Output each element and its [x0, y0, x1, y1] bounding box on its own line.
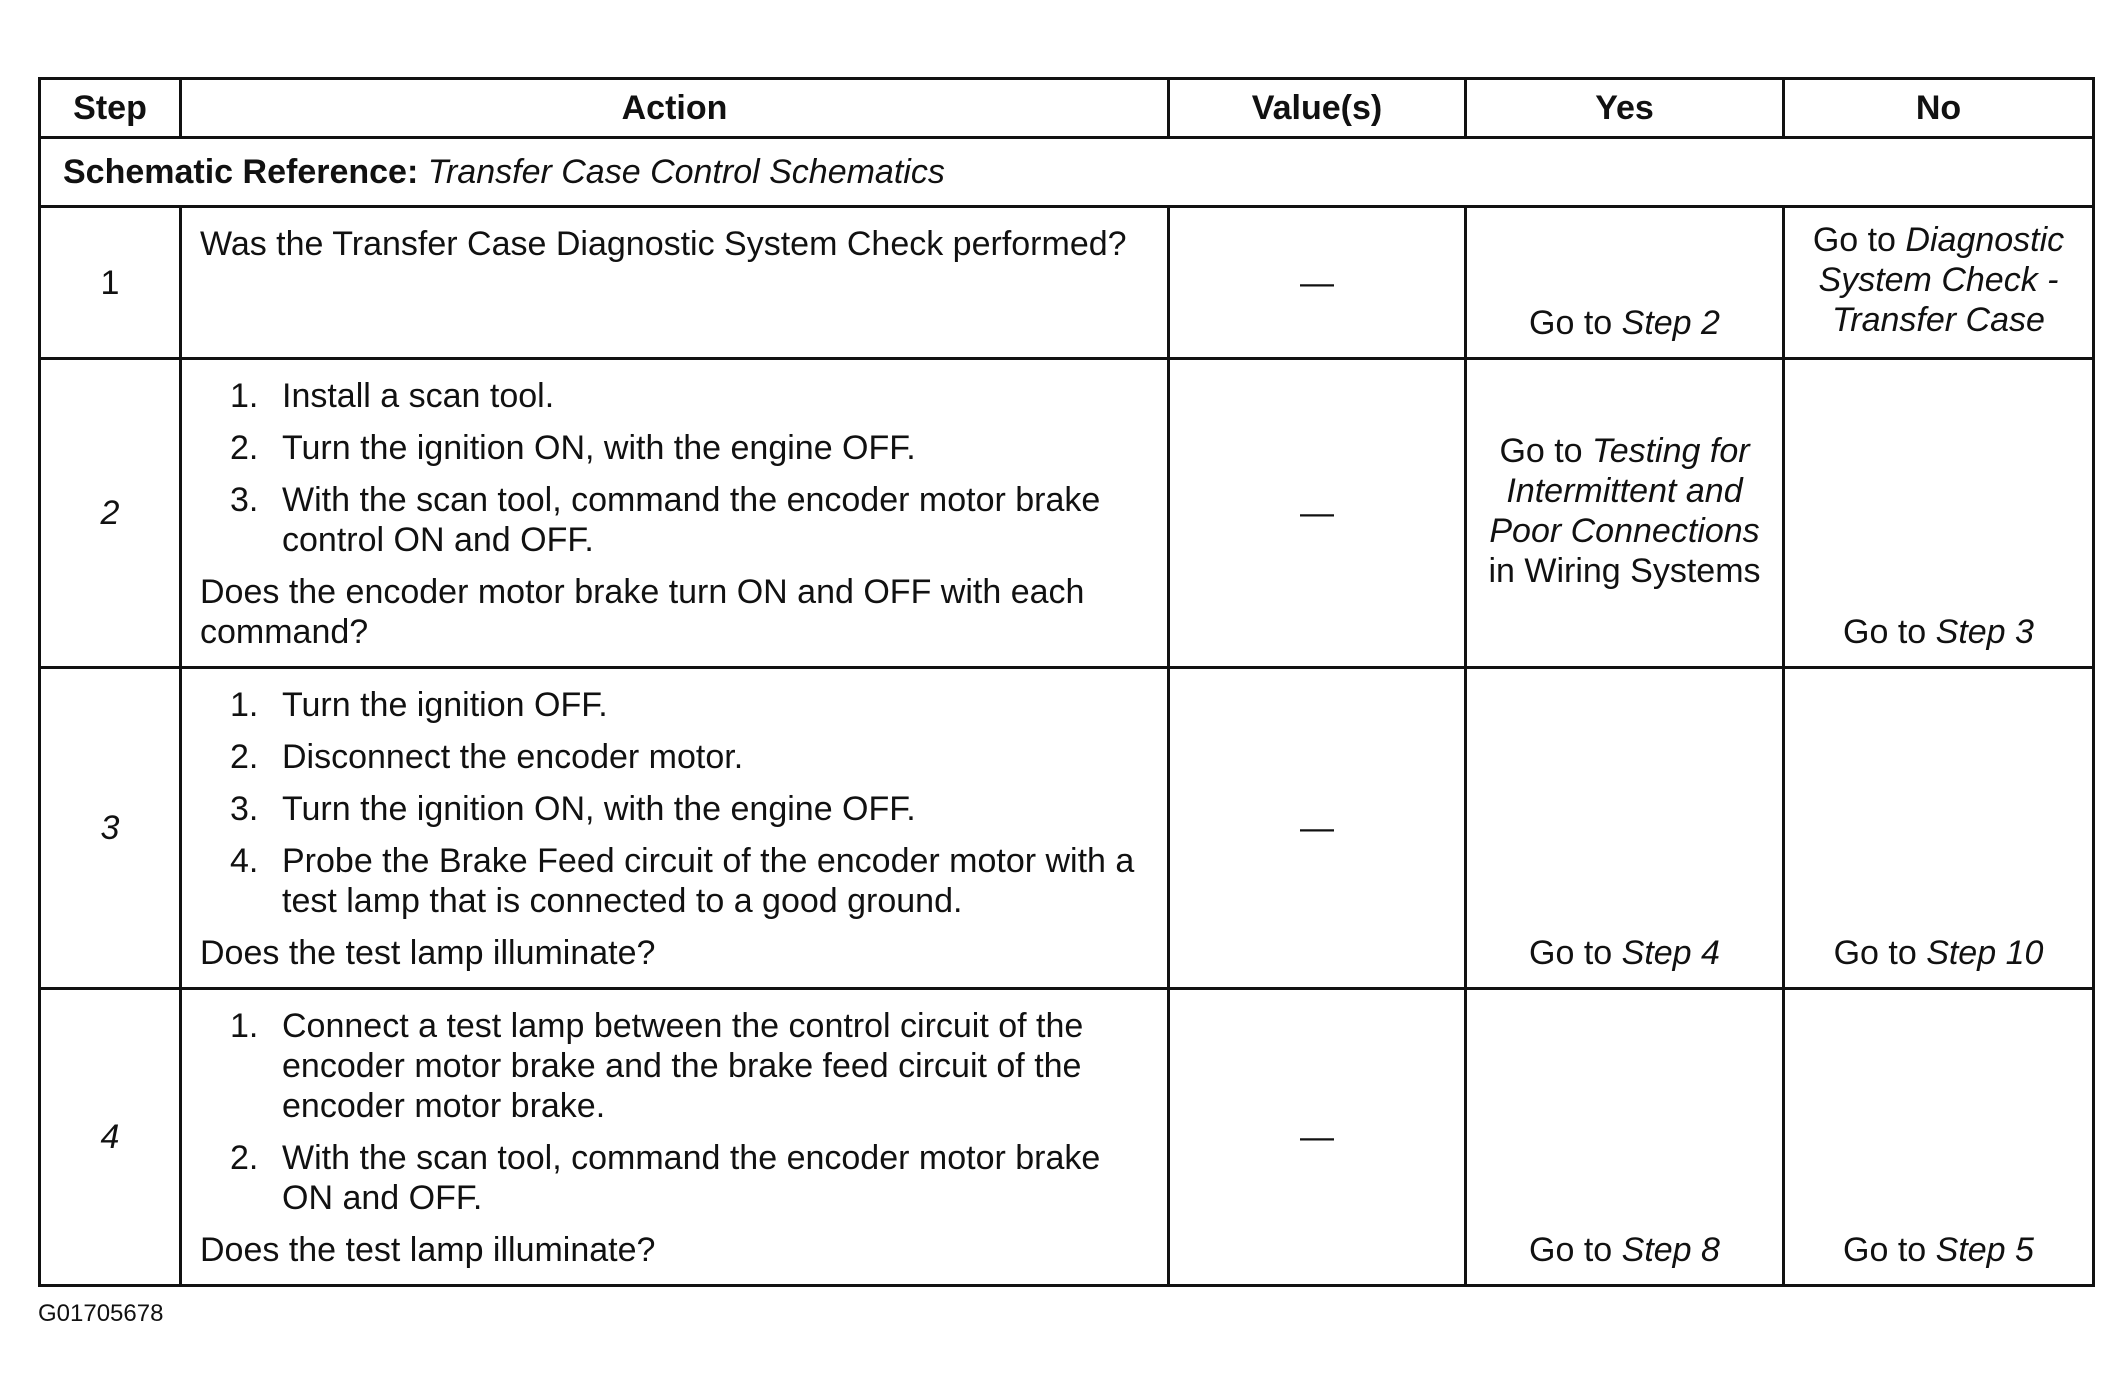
- table-row: [40, 359, 2094, 668]
- substep-list: [200, 1006, 1149, 1218]
- header-row: [40, 79, 2094, 138]
- yes-link[interactable]: Step 2: [1621, 304, 1720, 342]
- value-cell: —: [1169, 989, 1466, 1286]
- yes-cell: Go to Step 8: [1466, 989, 1784, 1286]
- yes-link[interactable]: Step 4: [1621, 934, 1720, 972]
- step-number: 4: [40, 989, 181, 1286]
- substep: 1. Turn the ignition OFF.: [230, 686, 608, 724]
- substep: 2. With the scan tool, command the encoder motor brake ON and OFF.: [230, 1139, 1101, 1217]
- table-row: [40, 668, 2094, 989]
- action-cell: [181, 989, 1169, 1286]
- substep-list: [200, 685, 1149, 921]
- diagnostic-table: [38, 77, 2095, 1287]
- yes-cell: Go to Testing for Intermittent and Poor Connections in Wiring Systems: [1466, 359, 1784, 668]
- step-number: 1: [40, 207, 181, 359]
- header-action: Action: [181, 79, 1169, 138]
- header-values: Value(s): [1169, 79, 1466, 138]
- no-cell: Go to Step 3: [1784, 359, 2094, 668]
- schematic-reference-row: [40, 138, 2094, 207]
- no-link[interactable]: Step 10: [1926, 934, 2044, 972]
- header-no: No: [1784, 79, 2094, 138]
- header-step: Step: [40, 79, 181, 138]
- step-number: 3: [40, 668, 181, 989]
- step-number: 2: [40, 359, 181, 668]
- substep: 2. Disconnect the encoder motor.: [230, 738, 744, 776]
- substep: 2. Turn the ignition ON, with the engine OFF.: [230, 429, 916, 467]
- yes-link[interactable]: Testing for Intermittent and Poor Connections: [1489, 432, 1760, 550]
- substep: 4. Probe the Brake Feed circuit of the encoder motor with a test lamp that is connected to a good ground.: [230, 842, 1135, 920]
- yes-cell: Go to Step 4: [1466, 668, 1784, 989]
- schematic-reference-link[interactable]: Transfer Case Control Schematics: [427, 153, 945, 191]
- no-link[interactable]: Step 5: [1935, 1231, 2034, 1269]
- header-yes: Yes: [1466, 79, 1784, 138]
- schematic-reference: [40, 138, 2094, 207]
- no-cell: Go to Step 10: [1784, 668, 2094, 989]
- action-cell: [181, 359, 1169, 668]
- schematic-reference-label: Schematic Reference:: [63, 153, 419, 191]
- substep: 3. Turn the ignition ON, with the engine OFF.: [230, 790, 916, 828]
- no-cell: Go to Diagnostic System Check - Transfer Case: [1784, 207, 2094, 359]
- value-cell: —: [1169, 668, 1466, 989]
- no-cell: Go to Step 5: [1784, 989, 2094, 1286]
- yes-cell: Go to Step 2: [1466, 207, 1784, 359]
- action-question: Does the test lamp illuminate?: [200, 1231, 656, 1269]
- table-row: [40, 207, 2094, 359]
- value-cell: —: [1169, 359, 1466, 668]
- no-link[interactable]: Step 3: [1935, 613, 2034, 651]
- table-row: [40, 989, 2094, 1286]
- action-question: Does the encoder motor brake turn ON and OFF with each command?: [200, 573, 1085, 651]
- action-question: Does the test lamp illuminate?: [200, 934, 656, 972]
- substep: 1. Connect a test lamp between the control circuit of the encoder motor brake and the brake feed circuit of the encoder motor brake.: [230, 1007, 1084, 1125]
- value-cell: —: [1169, 207, 1466, 359]
- figure-id: G01705678: [38, 1300, 164, 1327]
- substep: 3. With the scan tool, command the encoder motor brake control ON and OFF.: [230, 481, 1101, 559]
- substep: 1. Install a scan tool.: [230, 377, 555, 415]
- substep-list: [200, 376, 1149, 560]
- yes-link[interactable]: Step 8: [1621, 1231, 1720, 1269]
- action-cell: [181, 207, 1169, 359]
- action-cell: [181, 668, 1169, 989]
- no-link[interactable]: Diagnostic System Check - Transfer Case: [1818, 221, 2065, 339]
- action-question: Was the Transfer Case Diagnostic System Check performed?: [200, 225, 1127, 263]
